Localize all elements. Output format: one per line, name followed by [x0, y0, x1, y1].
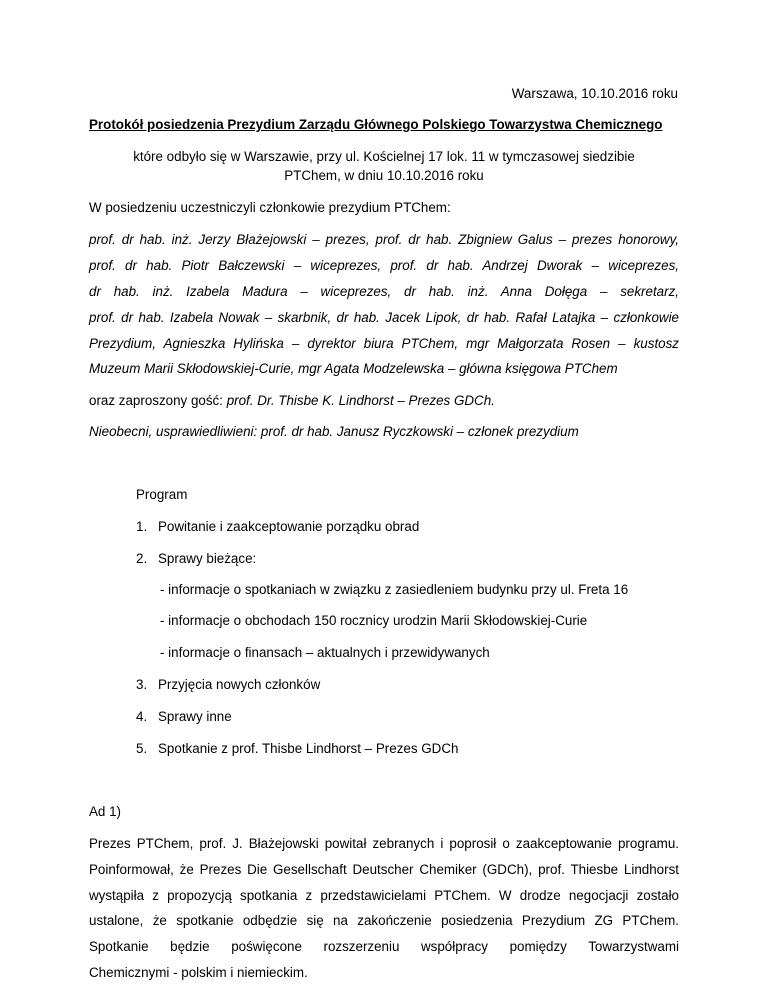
program-item: [136, 709, 232, 725]
ad1-line: wystąpiła z propozycją spotkania z przedstawicielami PTChem. W drodze negocjacji zostało: [89, 888, 679, 903]
ad1-line: Poinformował, że Prezes Die Gesellschaft Deutscher Chemiker (GDCh), prof. Thiesbe Lindhorst: [89, 862, 679, 877]
ad1-line: Chemicznymi - polskim i niemieckim.: [89, 965, 308, 980]
program-item-number: 3.: [136, 677, 148, 692]
members-line: prof. dr hab. inż. Jerzy Błażejowski – prezes, prof. dr hab. Zbigniew Galus – prezes honorowy,: [89, 232, 679, 247]
members-line: Prezydium, Agnieszka Hylińska – dyrektor biura PTChem, mgr Małgorzata Rosen – kustosz: [89, 336, 679, 351]
guest-line: [89, 393, 495, 409]
program-item-number: 2.: [136, 551, 148, 566]
members-line: prof. dr hab. Izabela Nowak – skarbnik, dr hab. Jacek Lipok, dr hab. Rafał Latajka – członkowie: [89, 310, 679, 325]
subtitle-line-1: które odbyło się w Warszawie, przy ul. Kościelnej 17 lok. 11 w tymczasowej siedzibie: [133, 149, 635, 164]
subtitle-line-2: PTChem, w dniu 10.10.2016 roku: [284, 168, 484, 183]
program-item-text: Sprawy bieżące:: [158, 551, 257, 566]
absent-line: Nieobecni, usprawiedliwieni: prof. dr hab. Janusz Ryczkowski – członek prezydium: [89, 424, 579, 439]
program-item: [136, 551, 256, 567]
place-date: Warszawa, 10.10.2016 roku: [511, 86, 678, 101]
program-item-text: Spotkanie z prof. Thisbe Lindhorst – Prezes GDCh: [158, 741, 459, 756]
program-item: [136, 741, 458, 757]
guest-prefix: oraz zaproszony gość:: [89, 393, 227, 408]
guest-name: prof. Dr. Thisbe K. Lindhorst – Prezes GDCh.: [226, 393, 495, 408]
document-title: Protokół posiedzenia Prezydium Zarządu Głównego Polskiego Towarzystwa Chemicznego: [89, 117, 663, 132]
ad1-line: Prezes PTChem, prof. J. Błażejowski powitał zebranych i poprosił o zaakceptowanie programu.: [89, 836, 679, 851]
members-line: Muzeum Marii Skłodowskiej-Curie, mgr Agata Modzelewska – główna księgowa PTChem: [89, 361, 618, 376]
program-subitem: - informacje o obchodach 150 rocznicy urodzin Marii Skłodowskiej-Curie: [160, 613, 588, 628]
members-line: prof. dr hab. Piotr Bałczewski – wiceprezes, prof. dr hab. Andrzej Dworak – wiceprezes,: [89, 258, 679, 273]
ad1-line: ustalone, że spotkanie odbędzie się na zakończenie posiedzenia Prezydium ZG PTChem.: [89, 913, 679, 928]
members-line: dr hab. inż. Izabela Madura – wiceprezes, dr hab. inż. Anna Dołęga – sekretarz,: [89, 284, 679, 299]
program-item: [136, 519, 419, 535]
program-subitem: - informacje o spotkaniach w związku z zasiedleniem budynku przy ul. Freta 16: [160, 582, 629, 597]
ad1-line: Spotkanie będzie poświęcone rozszerzeniu współpracy pomiędzy Towarzystwami: [89, 939, 679, 954]
program-subitem: - informacje o finansach – aktualnych i przewidywanych: [160, 645, 490, 660]
program-item-text: Sprawy inne: [158, 709, 232, 724]
program-item-text: Przyjęcia nowych członków: [158, 677, 321, 692]
ad1-heading: Ad 1): [89, 804, 122, 819]
program-heading: Program: [136, 487, 188, 502]
program-item-number: 5.: [136, 741, 148, 756]
program-item-number: 4.: [136, 709, 148, 724]
attendance-intro: W posiedzeniu uczestniczyli członkowie prezydium PTChem:: [89, 200, 451, 215]
program-item-number: 1.: [136, 519, 148, 534]
program-item-text: Powitanie i zaakceptowanie porządku obrad: [158, 519, 420, 534]
program-item: [136, 677, 320, 693]
